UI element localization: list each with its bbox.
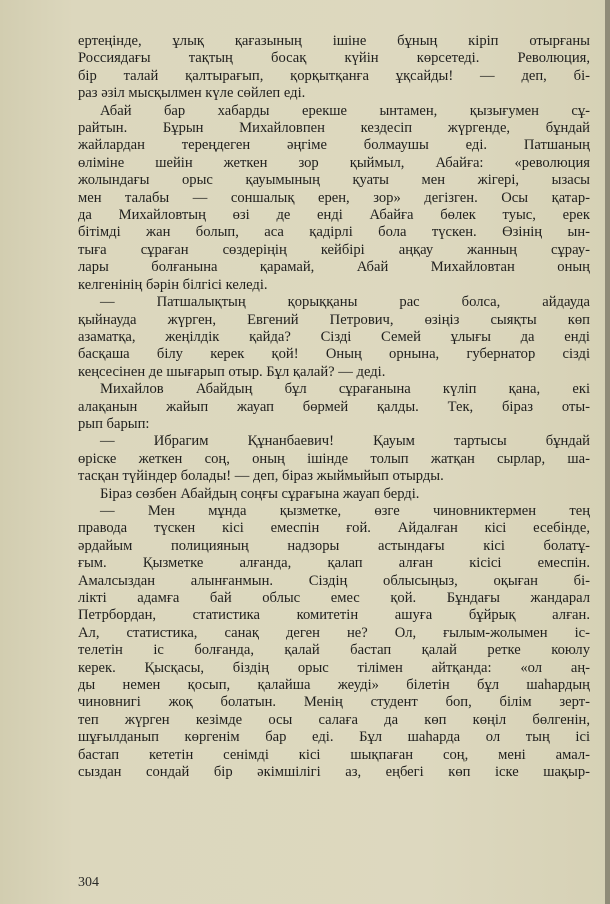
text-line: ертеңінде, ұлық қағазының ішіне бұның кіріп отырғаны [78,33,590,49]
text-line: әрдайым полицияның надзоры астындағы кісі болатұ- [78,537,590,554]
text-line: керек. Қысқасы, біздің орыс тілімен айтқанда: «ол аң- [78,659,590,676]
text-line: келгенінің бәрін білгісі келеді. [78,276,268,293]
text-line: өріске жеткен соң, оның ішінде толып жатқан сырлар, ша- [78,450,590,467]
text-line: алақанын жайып жауап бөрмей қалды. Тек, біраз оты- [78,398,590,415]
text-line: раз әзіл мысқылмен күле сөйлеп еді. [78,85,306,102]
text-line: Біраз сөзбен Абайдың соңғы сұрағына жауап берді. [100,485,420,502]
text-line: лары болғанына қарамай, Абай Михайловтан оның [78,259,590,276]
text-line: тасқан түйіндер болады! — деп, біраз жыймыйып отырды. [78,468,444,485]
text-line: ғым. Қызметке алғанда, қалап алған кісісі емеспін. [78,555,590,572]
text-line: чиновнигі жоқ болатын. Менің студент боп, білім зерт- [78,694,590,711]
text-line: бітімді жан болып, аса қадірлі бола түскен. Өзінің ын- [78,224,590,241]
text-line: жолындағы орыс қауымының қуаты мен жігері, ызасы [78,172,590,189]
text-line: да Михайловтың өзі де енді Абайға бөлек туыс, ерек [78,207,590,224]
text-line: жайлардан тереңдеген әңгіме болмаушы еді. Патшаның [78,137,590,154]
text-line: Ал, статистика, санақ деген не? Ол, ғылым-жолымен іс- [78,624,590,641]
text-line: тыға сұраған сөздеріңің кейбірі аңқау жанның сұрау- [78,241,590,258]
text-line: Абай бар хабарды ерекше ынтамен, қызығумен сұ- [100,102,590,119]
text-line: правода түскен кісі емеспін ғой. Айдалған кісі есебінде, [78,520,590,537]
text-line: теп жүрген кезімде осы салаға да көп көңіл бөлгенін, [78,711,590,728]
text-line: рып барып: [78,415,150,432]
text-line: лікті адамға бай облыс емес қой. Бұндағы жандарал [78,590,590,606]
text-line: қыйнауда жүрген, Евгений Петрович, өзіңіз сыяқты көп [78,311,590,328]
text-line: Амалсыздан алынғанмын. Сіздің облысыңыз, оқыған бі- [78,572,590,589]
text-line: өліміне шейін жеткен зор қыймыл, Абайға: «революция [78,154,590,171]
text-line: сыздан сондай бір әкімшілігі аз, еңбегі көп іске шақыр- [78,764,590,781]
text-line: — Ибрагим Құнанбаевич! Қауым тартысы бұндай [100,433,590,450]
text-line: Петрбордан, статистика комитетін ашуға бұйрық алған. [78,607,590,624]
text-line: телетін іс болғанда, қалай бастап қалай ретке коюлу [78,642,590,659]
text-line: райтын. Бұрын Михайловпен кездесіп жүргенде, бұндай [78,120,590,137]
text-line: бастап кететін сенімді кісі шықпаған соң, мені амал- [78,746,590,763]
text-line: Россиядағы тақтың босақ күйін көрсетеді. Революция, [78,50,590,67]
text-line: — Мен мұнда қызметке, өзге чиновниктермен тең [100,502,590,519]
text-line: кеңсесінен де шығарып отыр. Бұл қалай? — деді. [78,363,386,380]
text-line: ды немен қосып, қалайша жеуді» білетін бұл шаһардың [78,677,590,694]
text-line: басқаша білу керек қой! Оның орнына, губернатор сізді [78,346,590,363]
page-edge [605,0,610,904]
text-line: шұғылданып көргенім бар еді. Бұл шаһарда ол тың ісі [78,729,590,746]
text-line: бір талай қалтырағып, қорқытқанға ұқсайды! — деп, бі- [78,67,590,84]
text-line: мен талабы — соншалық ерен, зор» дегізген. Осы қатар- [78,189,590,206]
page-number: 304 [78,875,99,890]
text-line: — Патшалықтың қорыққаны рас болса, айдауда [100,294,590,311]
text-line: азаматқа, жеңілдік қайда? Сізді Семей ұлығы да енді [78,328,590,345]
text-line: Михайлов Абайдың бұл сұрағанына күліп қана, екі [100,381,590,398]
page-text [78,33,590,781]
